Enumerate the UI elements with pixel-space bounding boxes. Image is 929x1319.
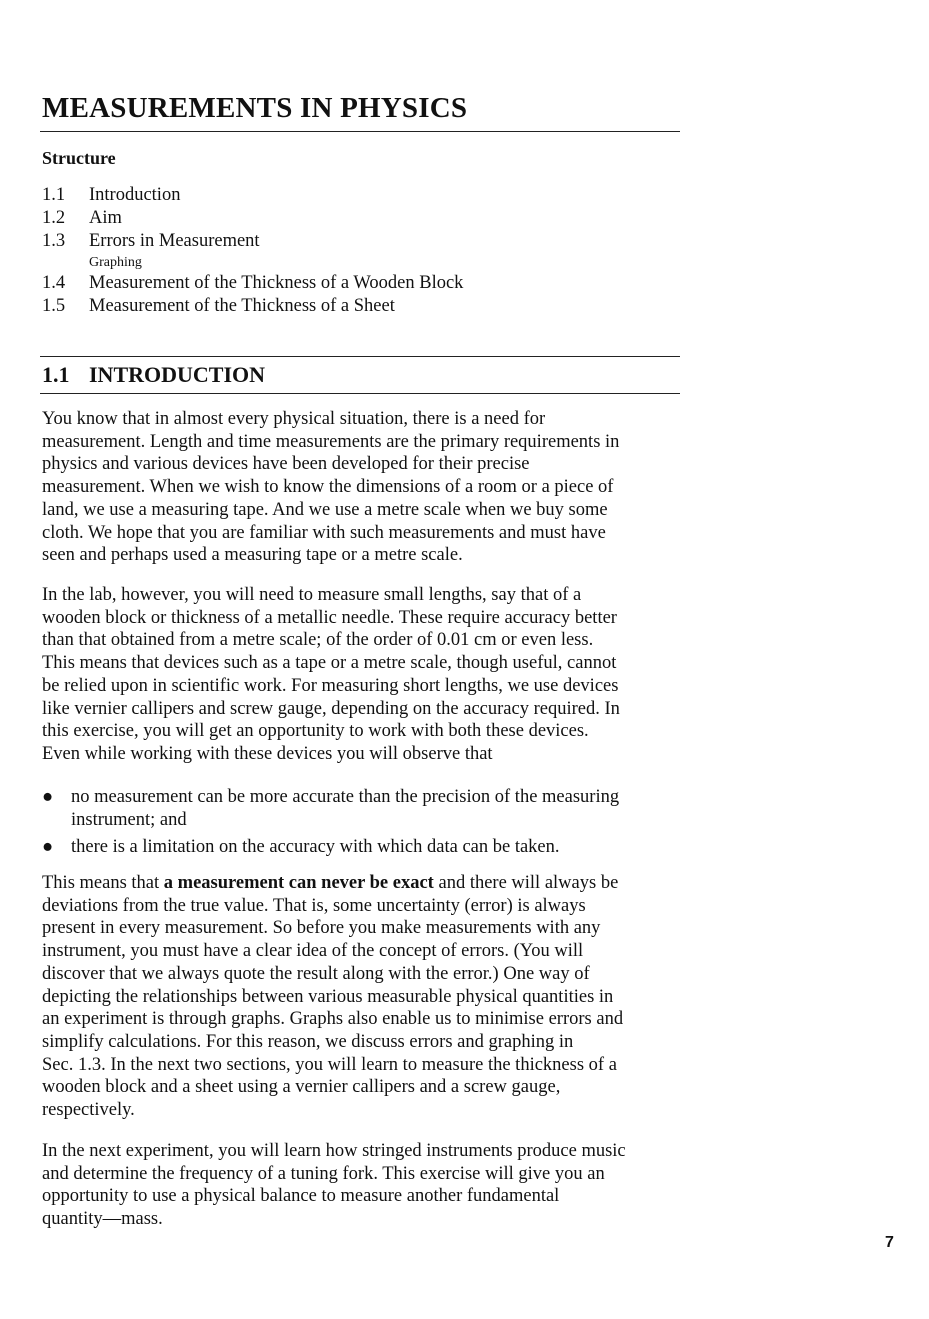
paragraph-line: like vernier callipers and screw gauge, depending on the accuracy required. In: [42, 698, 620, 719]
emphasis-text: a measurement can never be exact: [163, 873, 434, 893]
paragraph-line: wooden block or thickness of a metallic needle. These require accuracy better: [42, 607, 617, 628]
paragraph-line: measurement. Length and time measurements are the primary requirements in: [42, 431, 620, 452]
table-of-contents: [42, 184, 463, 318]
bullet-item: [42, 786, 619, 831]
paragraph-line: this exercise, you will get an opportunity to work with both these devices.: [42, 721, 589, 742]
paragraph-line: instrument, you must have a clear idea of the concept of errors. (You will: [42, 941, 584, 962]
paragraph-line: You know that in almost every physical situation, there is a need for: [42, 409, 546, 429]
text: and there will always be: [433, 873, 619, 893]
paragraph-line: than that obtained from a metre scale; of the order of 0.01 cm or even less.: [42, 630, 594, 651]
paragraph-line: measurement. When we wish to know the dimensions of a room or a piece of: [42, 477, 614, 498]
bullet-icon: ●: [42, 837, 54, 857]
toc-item: [42, 295, 463, 318]
page-number: 7: [885, 1234, 894, 1251]
toc-num: 1.3: [42, 231, 66, 251]
toc-num: 1.1: [42, 185, 66, 205]
bullet-text: instrument; and: [71, 809, 187, 830]
paragraph-line: land, we use a measuring tape. And we use a metre scale when we buy some: [42, 499, 608, 520]
toc-label: Introduction: [89, 185, 181, 205]
paragraph-3-body: [42, 895, 623, 1122]
section-number: 1.1: [42, 362, 70, 387]
paragraph-line: discover that we always quote the result along with the error.) One way of: [42, 963, 590, 984]
paragraph-2: [42, 584, 620, 766]
paragraph-line: simplify calculations. For this reason, we discuss errors and graphing in: [42, 1031, 574, 1052]
toc-item: [42, 207, 463, 230]
bullet-text: no measurement can be more accurate than the precision of the measuring: [71, 787, 620, 807]
paragraph-line: physics and various devices have been developed for their precise: [42, 454, 530, 475]
paragraph-line: opportunity to use a physical balance to measure another fundamental: [42, 1186, 560, 1207]
divider: [40, 131, 680, 132]
paragraph-line: Even while working with these devices you will observe that: [42, 743, 493, 764]
toc-label: Measurement of the Thickness of a Sheet: [89, 296, 395, 316]
paragraph-line: depicting the relationships between various measurable physical quantities in: [42, 986, 614, 1007]
paragraph-line: In the next experiment, you will learn how stringed instruments produce music: [42, 1141, 626, 1161]
paragraph-line: an experiment is through graphs. Graphs also enable us to minimise errors and: [42, 1009, 624, 1030]
bullet-text: there is a limitation on the accuracy with which data can be taken.: [71, 837, 560, 857]
paragraph-line: This means that devices such as a tape or a metre scale, though useful, cannot: [42, 653, 617, 674]
paragraph-line: present in every measurement. So before you make measurements with any: [42, 918, 601, 939]
toc-num: 1.5: [42, 296, 66, 316]
paragraph-line: wooden block and a sheet using a vernier callipers and a screw gauge,: [42, 1077, 561, 1098]
toc-num: 1.2: [42, 208, 66, 228]
toc-item: [42, 272, 463, 295]
toc-item: [42, 184, 463, 207]
paragraph-4: [42, 1140, 626, 1231]
toc-label: Aim: [89, 208, 122, 228]
paragraph-line: cloth. We hope that you are familiar with such measurements and must have: [42, 522, 606, 543]
text: This means that: [42, 873, 164, 893]
bullet-item: [42, 836, 560, 859]
paragraph-line: quantity—mass.: [42, 1209, 163, 1230]
paragraph-3: [42, 872, 623, 1122]
paragraph-line: respectively.: [42, 1100, 135, 1121]
paragraph-line: deviations from the true value. That is, some uncertainty (error) is always: [42, 895, 586, 916]
section-heading: [42, 362, 265, 388]
paragraph-line: seen and perhaps used a measuring tape or a metre scale.: [42, 545, 463, 566]
toc-num: 1.4: [42, 273, 66, 293]
structure-heading: Structure: [42, 148, 116, 168]
paragraph-line: [42, 872, 623, 895]
bullet-icon: ●: [42, 787, 54, 807]
toc-subitem: Graphing: [89, 255, 142, 270]
page-title: MEASUREMENTS IN PHYSICS: [42, 92, 468, 124]
paragraph-line: and determine the frequency of a tuning fork. This exercise will give you an: [42, 1163, 605, 1184]
toc-label: Errors in Measurement: [89, 231, 260, 251]
section-title: INTRODUCTION: [89, 362, 266, 387]
paragraph-line: In the lab, however, you will need to measure small lengths, say that of a: [42, 585, 582, 605]
divider: [40, 393, 680, 394]
divider: [40, 356, 680, 357]
paragraph-line: be relied upon in scientific work. For measuring short lengths, we use devices: [42, 675, 619, 696]
toc-item: [42, 230, 463, 272]
paragraph-line: Sec. 1.3. In the next two sections, you will learn to measure the thickness of a: [42, 1054, 617, 1075]
toc-label: Measurement of the Thickness of a Wooden Block: [89, 273, 464, 293]
paragraph-1: [42, 408, 619, 567]
